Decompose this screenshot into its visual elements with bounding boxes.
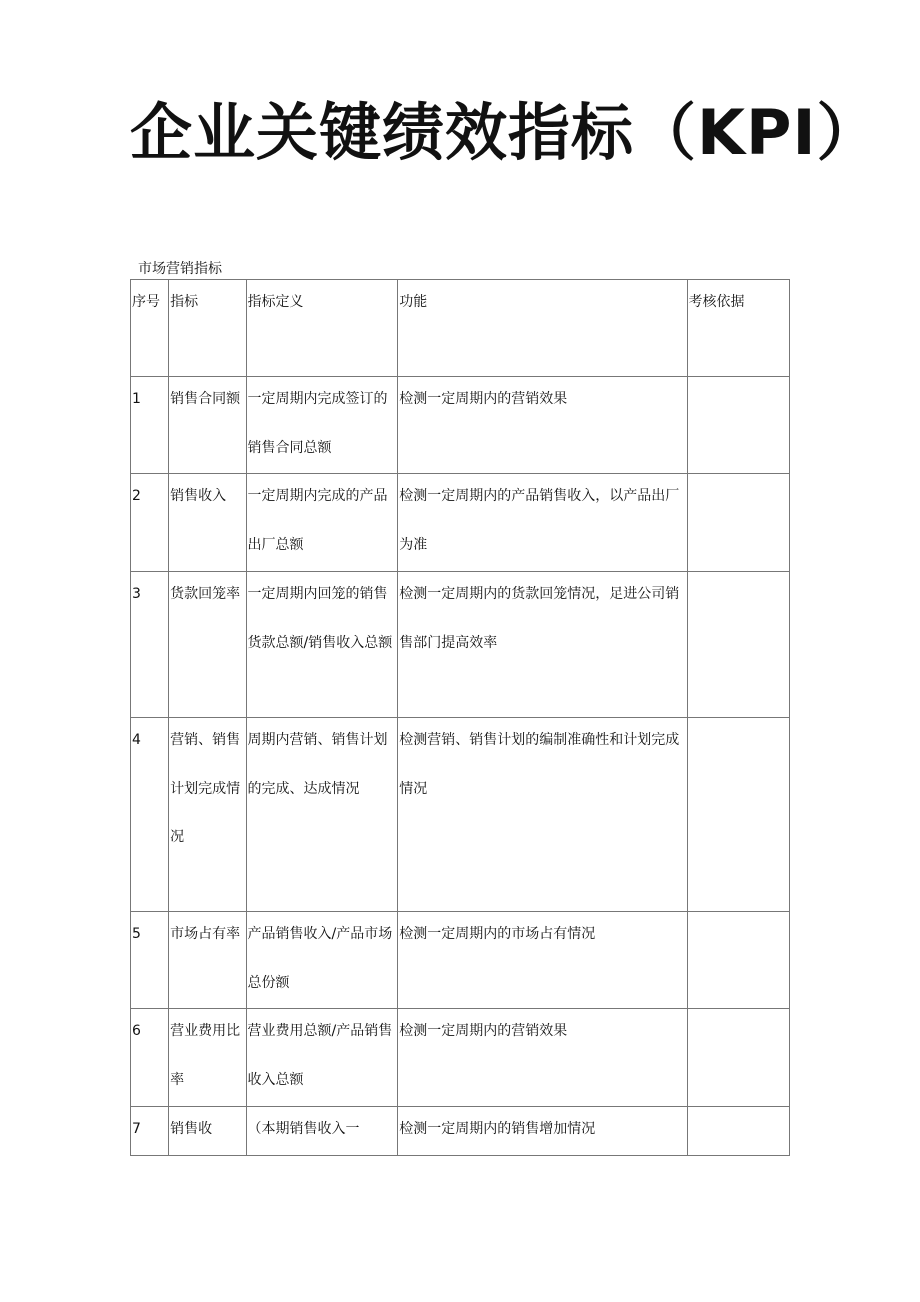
row-name: 销售收 bbox=[169, 1107, 246, 1156]
row-seq: 4 bbox=[131, 718, 169, 912]
row-basis bbox=[687, 718, 789, 912]
row-function: 检测营销、销售计划的编制准确性和计划完成情况 bbox=[398, 718, 687, 912]
row-function: 检测一定周期内的销售增加情况 bbox=[398, 1107, 687, 1156]
table-row bbox=[131, 1107, 790, 1156]
row-definition: 一定周期内回笼的销售货款总额/销售收入总额 bbox=[246, 572, 398, 718]
row-seq: 6 bbox=[131, 1009, 169, 1107]
page-title: 企业关键绩效指标（KPI） bbox=[130, 96, 880, 169]
row-definition: 周期内营销、销售计划的完成、达成情况 bbox=[246, 718, 398, 912]
row-name: 营业费用比率 bbox=[169, 1009, 246, 1107]
row-name: 销售收入 bbox=[169, 474, 246, 572]
row-definition: 一定周期内完成的产品出厂总额 bbox=[246, 474, 398, 572]
row-definition: 营业费用总额/产品销售收入总额 bbox=[246, 1009, 398, 1107]
table-row bbox=[131, 377, 790, 474]
row-function: 检测一定周期内的营销效果 bbox=[398, 377, 687, 474]
row-seq: 1 bbox=[131, 377, 169, 474]
table-header-row bbox=[131, 280, 790, 377]
table-row bbox=[131, 1009, 790, 1107]
table-row bbox=[131, 474, 790, 572]
row-function: 检测一定周期内的货款回笼情况，足进公司销售部门提高效率 bbox=[398, 572, 687, 718]
table-row bbox=[131, 572, 790, 718]
row-basis bbox=[687, 377, 789, 474]
row-basis bbox=[687, 474, 789, 572]
row-seq: 5 bbox=[131, 912, 169, 1009]
header-name: 指标 bbox=[169, 280, 246, 377]
row-definition: 一定周期内完成签订的销售合同总额 bbox=[246, 377, 398, 474]
row-seq: 2 bbox=[131, 474, 169, 572]
row-function: 检测一定周期内的营销效果 bbox=[398, 1009, 687, 1107]
table-row bbox=[131, 912, 790, 1009]
row-function: 检测一定周期内的市场占有情况 bbox=[398, 912, 687, 1009]
kpi-table bbox=[130, 279, 790, 1156]
row-seq: 7 bbox=[131, 1107, 169, 1156]
header-function: 功能 bbox=[398, 280, 687, 377]
row-name: 营销、销售计划完成情况 bbox=[169, 718, 246, 912]
row-basis bbox=[687, 1009, 789, 1107]
row-definition: （本期销售收入一 bbox=[246, 1107, 398, 1156]
row-function: 检测一定周期内的产品销售收入，以产品出厂为准 bbox=[398, 474, 687, 572]
row-seq: 3 bbox=[131, 572, 169, 718]
row-basis bbox=[687, 572, 789, 718]
row-name: 销售合同额 bbox=[169, 377, 246, 474]
row-name: 货款回笼率 bbox=[169, 572, 246, 718]
row-basis bbox=[687, 1107, 789, 1156]
section-label: 市场营销指标 bbox=[138, 261, 222, 277]
row-definition: 产品销售收入/产品市场总份额 bbox=[246, 912, 398, 1009]
header-seq: 序号 bbox=[131, 280, 169, 377]
table-row bbox=[131, 718, 790, 912]
header-basis: 考核依据 bbox=[687, 280, 789, 377]
header-definition: 指标定义 bbox=[246, 280, 398, 377]
row-basis bbox=[687, 912, 789, 1009]
row-name: 市场占有率 bbox=[169, 912, 246, 1009]
